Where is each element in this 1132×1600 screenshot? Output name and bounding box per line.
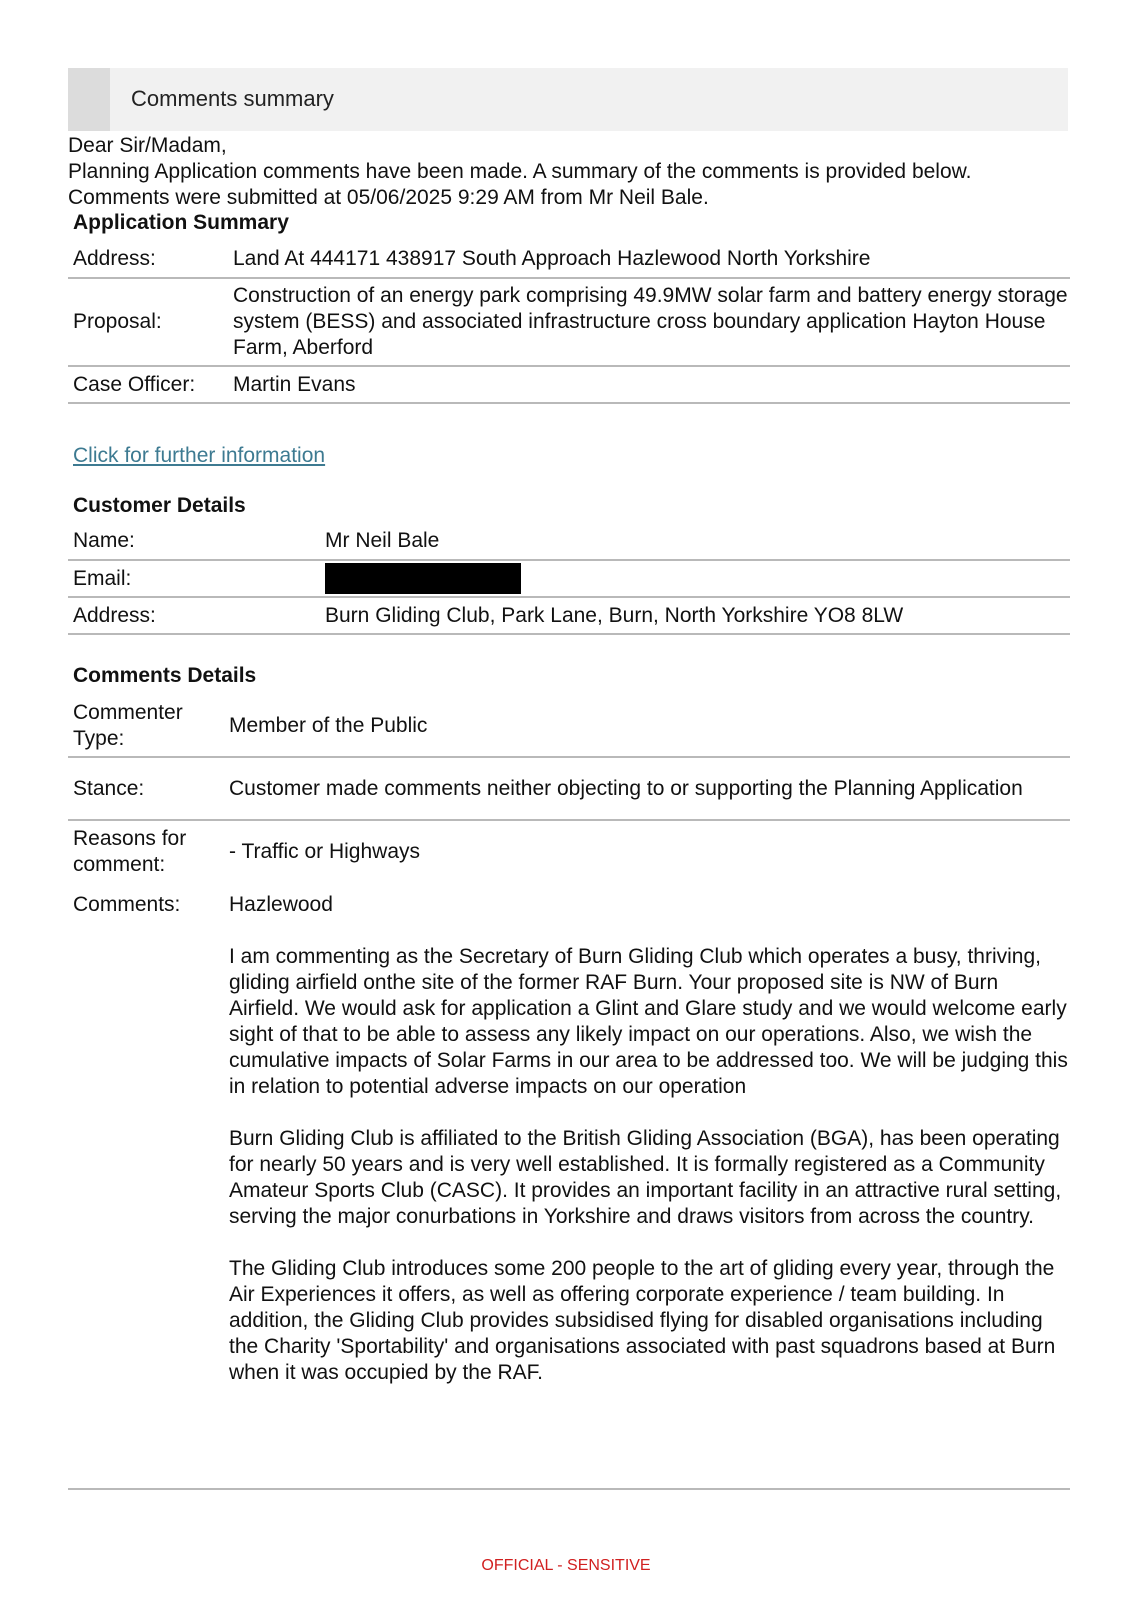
comment-paragraph-2: Burn Gliding Club is affiliated to the British Gliding Association (BGA), has been operating for nearly 50 years and is very well established. It is formally registered as a Community Amateur Sports Club (CASC). It provides an important facility in an attractive rural setting, serving the major conurbations in Yorkshire and draws visitors from across the country. <box>229 1127 1062 1228</box>
label: Commenter Type: <box>68 695 224 757</box>
comments-row-commenter-type <box>68 695 1070 757</box>
value: Customer made comments neither objecting to or supporting the Planning Application <box>224 757 1070 820</box>
application-summary-title: Application Summary <box>73 211 289 234</box>
comments-details-title: Comments Details <box>73 664 257 687</box>
customer-row-address <box>68 597 1070 634</box>
value: Burn Gliding Club, Park Lane, Burn, North Yorkshire YO8 8LW <box>320 597 1070 634</box>
value: Mr Neil Bale <box>320 523 1070 560</box>
greeting: Dear Sir/Madam, <box>68 134 227 157</box>
label: Email: <box>68 560 320 597</box>
summary-row-address <box>68 241 1070 278</box>
comments-row-comments <box>68 883 1070 1412</box>
intro-line-2: Comments were submitted at 05/06/2025 9:29 AM from Mr Neil Bale. <box>68 186 709 209</box>
comments-heading: Hazlewood <box>229 893 333 916</box>
label: Reasons for comment: <box>73 827 187 876</box>
value: Land At 444171 438917 South Approach Hazlewood North Yorkshire <box>228 241 1070 278</box>
further-information-link[interactable]: Click for further information <box>73 444 326 467</box>
summary-row-proposal <box>68 278 1070 366</box>
value <box>320 560 1070 597</box>
label: Stance: <box>68 757 224 820</box>
comments-body <box>224 883 1070 1412</box>
bottom-divider <box>68 1488 1070 1490</box>
intro-line-1: Planning Application comments have been made. A summary of the comments is provided below. <box>68 160 972 183</box>
intro-text <box>68 133 972 211</box>
customer-row-name <box>68 523 1070 560</box>
customer-details-title: Customer Details <box>73 494 246 517</box>
comments-row-reasons <box>68 820 1070 883</box>
value: Martin Evans <box>228 366 1070 403</box>
customer-details-table <box>68 523 1070 635</box>
comment-paragraph-1: I am commenting as the Secretary of Burn Gliding Club which operates a busy, thriving, gliding airfield onthe site of the former RAF Burn. Your proposed site is NW of Burn Airfield. We would ask for application a Glint and Glare study and we would welcome early sight of that to be able to assess any likely impact on our operations. Also, we wish the cumulative impacts of Solar Farms in our area to be addressed too. We will be judging this in relation to potential adverse impacts on our operation <box>229 945 1068 1098</box>
label: Case Officer: <box>68 366 228 403</box>
label: Name: <box>68 523 320 560</box>
label: Proposal: <box>68 278 228 366</box>
classification-marking: OFFICIAL - SENSITIVE <box>481 1557 651 1574</box>
page-title: Comments summary <box>131 86 334 111</box>
comments-row-stance <box>68 757 1070 820</box>
summary-row-case-officer <box>68 366 1070 403</box>
comments-details-table <box>68 695 1070 1412</box>
label: Address: <box>68 597 320 634</box>
application-summary-table <box>68 241 1070 404</box>
label: Address: <box>68 241 228 278</box>
value: - Traffic or Highways <box>229 840 420 863</box>
comment-paragraph-3: The Gliding Club introduces some 200 people to the art of gliding every year, through the Air Experiences it offers, as well as offering corporate experience / team building. In addition, the Gliding Club provides subsidised flying for disabled organisations including the Charity 'Sportability' and organisations associated with past squadrons based at Burn when it was occupied by the RAF. <box>229 1257 1056 1384</box>
header-bar <box>68 68 1068 131</box>
value: Construction of an energy park comprising 49.9MW solar farm and battery energy storage system (BESS) and associated infrastructure cross boundary application Hayton House Farm, Aberford <box>228 278 1070 366</box>
customer-row-email <box>68 560 1070 597</box>
value: Member of the Public <box>224 695 1070 757</box>
redacted-email <box>325 563 521 594</box>
label: Comments: <box>73 893 181 916</box>
header-accent <box>68 68 110 131</box>
